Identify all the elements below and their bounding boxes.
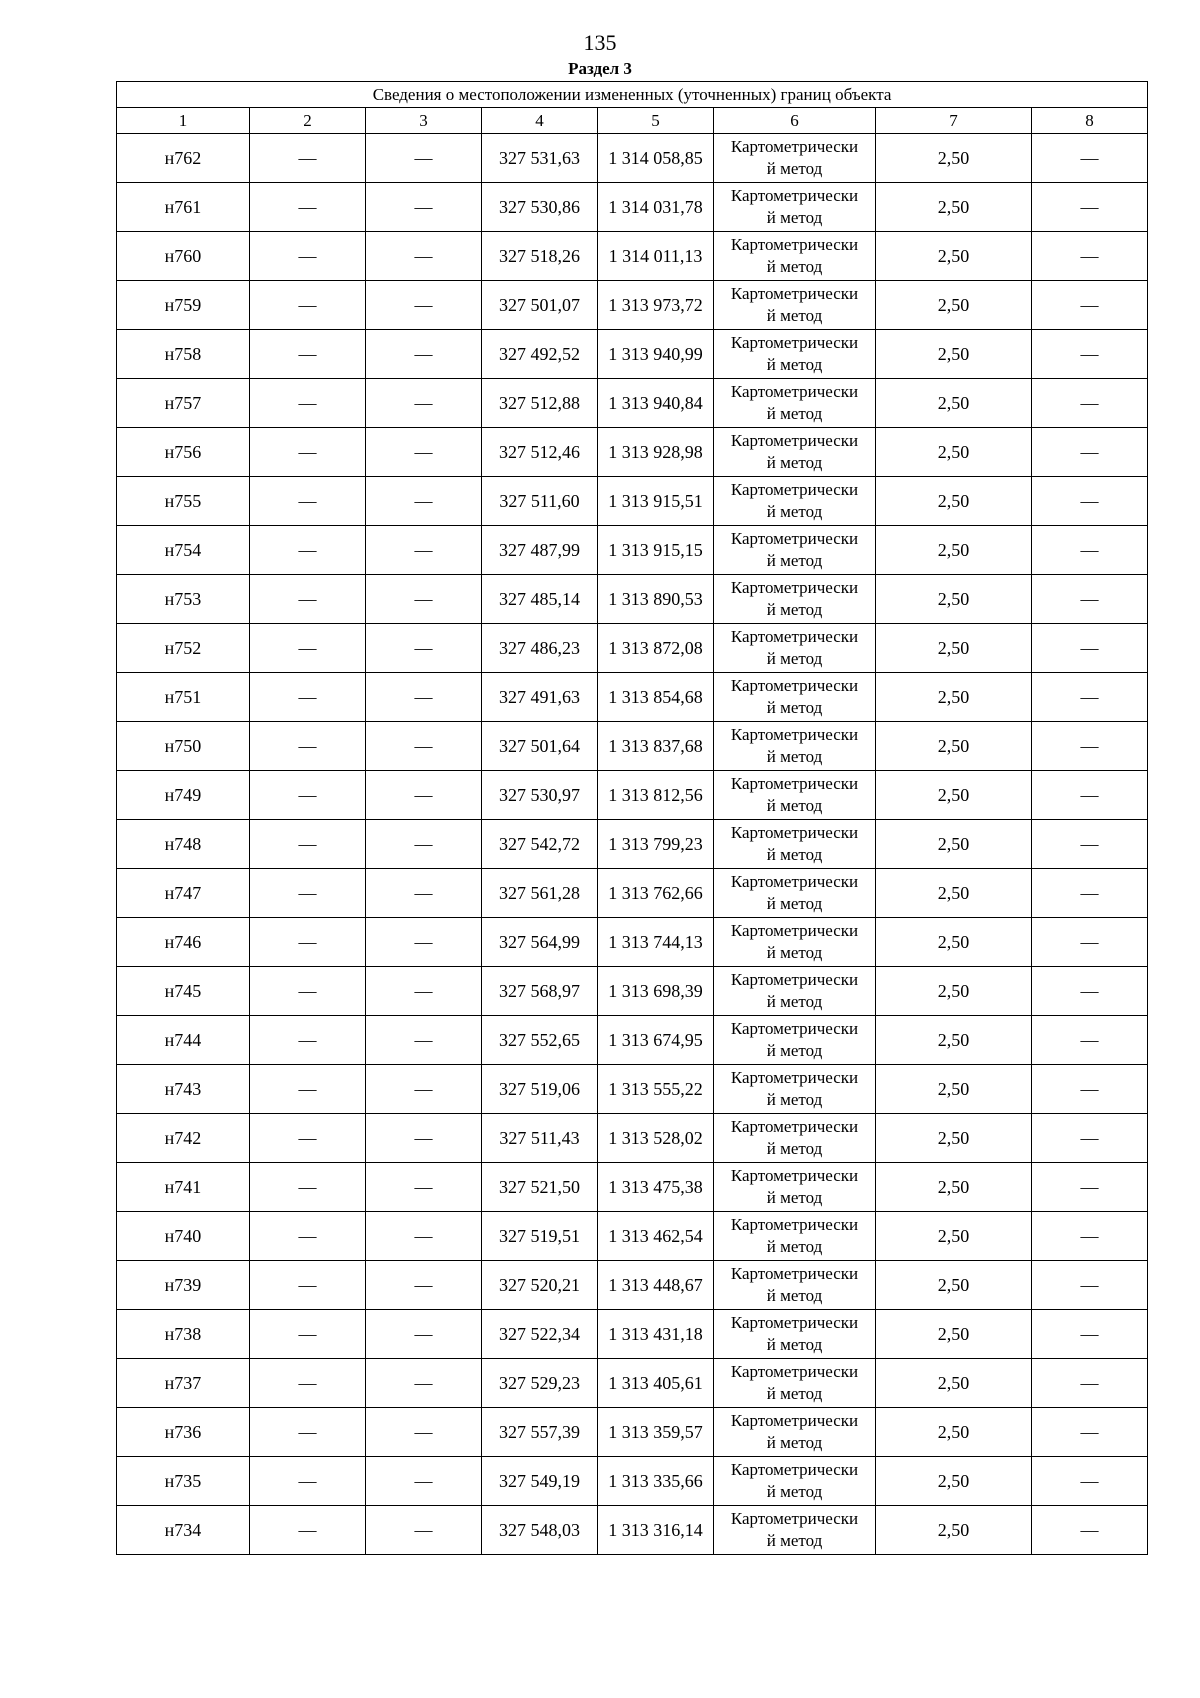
col2-cell: — [250,1310,366,1359]
accuracy-cell: 2,50 [876,1016,1032,1065]
accuracy-cell: 2,50 [876,1261,1032,1310]
accuracy-cell: 2,50 [876,428,1032,477]
x-coordinate-cell: 327 485,14 [482,575,598,624]
col3-cell: — [366,526,482,575]
col3-cell: — [366,183,482,232]
col2-cell: — [250,232,366,281]
x-coordinate-cell: 327 530,86 [482,183,598,232]
column-header: 3 [366,108,482,134]
col3-cell: — [366,134,482,183]
y-coordinate-cell: 1 313 448,67 [598,1261,714,1310]
column-header: 4 [482,108,598,134]
x-coordinate-cell: 327 530,97 [482,771,598,820]
y-coordinate-cell: 1 313 890,53 [598,575,714,624]
point-number-cell: н758 [117,330,250,379]
table-row [117,967,1148,1016]
method-cell: Картометрически й метод [714,1310,876,1359]
table-row [117,1163,1148,1212]
x-coordinate-cell: 327 491,63 [482,673,598,722]
col8-cell: — [1032,624,1148,673]
col2-cell: — [250,526,366,575]
y-coordinate-cell: 1 313 915,15 [598,526,714,575]
x-coordinate-cell: 327 564,99 [482,918,598,967]
col2-cell: — [250,673,366,722]
accuracy-cell: 2,50 [876,1114,1032,1163]
x-coordinate-cell: 327 492,52 [482,330,598,379]
col2-cell: — [250,1114,366,1163]
col2-cell: — [250,1457,366,1506]
col3-cell: — [366,820,482,869]
method-cell: Картометрически й метод [714,722,876,771]
point-number-cell: н756 [117,428,250,477]
table-row [117,1065,1148,1114]
col3-cell: — [366,428,482,477]
section-title: Раздел 3 [568,59,632,78]
accuracy-cell: 2,50 [876,820,1032,869]
x-coordinate-cell: 327 486,23 [482,624,598,673]
table-row [117,624,1148,673]
x-coordinate-cell: 327 531,63 [482,134,598,183]
col8-cell: — [1032,526,1148,575]
accuracy-cell: 2,50 [876,722,1032,771]
method-cell: Картометрически й метод [714,379,876,428]
accuracy-cell: 2,50 [876,1065,1032,1114]
y-coordinate-cell: 1 314 031,78 [598,183,714,232]
table-row [117,673,1148,722]
col2-cell: — [250,918,366,967]
method-cell: Картометрически й метод [714,1359,876,1408]
col8-cell: — [1032,1506,1148,1555]
col3-cell: — [366,575,482,624]
col2-cell: — [250,624,366,673]
col3-cell: — [366,1457,482,1506]
method-cell: Картометрически й метод [714,428,876,477]
table-row [117,428,1148,477]
col2-cell: — [250,477,366,526]
table-row [117,771,1148,820]
table-row [117,281,1148,330]
table-caption: Сведения о местоположении измененных (уточненных) границ объекта [117,82,1148,108]
col2-cell: — [250,379,366,428]
y-coordinate-cell: 1 313 698,39 [598,967,714,1016]
col8-cell: — [1032,477,1148,526]
point-number-cell: н759 [117,281,250,330]
col3-cell: — [366,1310,482,1359]
page-number: 135 [583,30,617,55]
col8-cell: — [1032,1065,1148,1114]
col3-cell: — [366,1261,482,1310]
col8-cell: — [1032,1016,1148,1065]
col8-cell: — [1032,232,1148,281]
col2-cell: — [250,967,366,1016]
accuracy-cell: 2,50 [876,330,1032,379]
col2-cell: — [250,869,366,918]
point-number-cell: н757 [117,379,250,428]
y-coordinate-cell: 1 313 812,56 [598,771,714,820]
col2-cell: — [250,1408,366,1457]
point-number-cell: н748 [117,820,250,869]
col2-cell: — [250,1359,366,1408]
y-coordinate-cell: 1 313 475,38 [598,1163,714,1212]
point-number-cell: н746 [117,918,250,967]
y-coordinate-cell: 1 313 405,61 [598,1359,714,1408]
y-coordinate-cell: 1 313 462,54 [598,1212,714,1261]
table-header-row [117,108,1148,134]
y-coordinate-cell: 1 313 854,68 [598,673,714,722]
col3-cell: — [366,1408,482,1457]
table-row [117,477,1148,526]
col3-cell: — [366,1065,482,1114]
col3-cell: — [366,281,482,330]
accuracy-cell: 2,50 [876,232,1032,281]
col3-cell: — [366,1212,482,1261]
col3-cell: — [366,1114,482,1163]
method-cell: Картометрически й метод [714,575,876,624]
x-coordinate-cell: 327 542,72 [482,820,598,869]
method-cell: Картометрически й метод [714,1065,876,1114]
point-number-cell: н753 [117,575,250,624]
method-cell: Картометрически й метод [714,1163,876,1212]
method-cell: Картометрически й метод [714,967,876,1016]
col8-cell: — [1032,575,1148,624]
col3-cell: — [366,624,482,673]
point-number-cell: н739 [117,1261,250,1310]
x-coordinate-cell: 327 519,51 [482,1212,598,1261]
col3-cell: — [366,673,482,722]
y-coordinate-cell: 1 313 837,68 [598,722,714,771]
table-row [117,1114,1148,1163]
point-number-cell: н744 [117,1016,250,1065]
x-coordinate-cell: 327 552,65 [482,1016,598,1065]
y-coordinate-cell: 1 313 359,57 [598,1408,714,1457]
method-cell: Картометрически й метод [714,477,876,526]
method-cell: Картометрически й метод [714,820,876,869]
accuracy-cell: 2,50 [876,1163,1032,1212]
accuracy-cell: 2,50 [876,183,1032,232]
x-coordinate-cell: 327 561,28 [482,869,598,918]
point-number-cell: н734 [117,1506,250,1555]
col8-cell: — [1032,869,1148,918]
column-header: 6 [714,108,876,134]
x-coordinate-cell: 327 512,46 [482,428,598,477]
col2-cell: — [250,330,366,379]
column-header: 5 [598,108,714,134]
y-coordinate-cell: 1 313 431,18 [598,1310,714,1359]
col2-cell: — [250,428,366,477]
col8-cell: — [1032,330,1148,379]
method-cell: Картометрически й метод [714,918,876,967]
col3-cell: — [366,722,482,771]
point-number-cell: н749 [117,771,250,820]
accuracy-cell: 2,50 [876,673,1032,722]
col3-cell: — [366,232,482,281]
table-caption-row [117,82,1148,108]
col2-cell: — [250,281,366,330]
method-cell: Картометрически й метод [714,1457,876,1506]
table-row [117,722,1148,771]
method-cell: Картометрически й метод [714,330,876,379]
col8-cell: — [1032,722,1148,771]
y-coordinate-cell: 1 313 762,66 [598,869,714,918]
table-row [117,232,1148,281]
col3-cell: — [366,771,482,820]
col3-cell: — [366,1016,482,1065]
accuracy-cell: 2,50 [876,1457,1032,1506]
y-coordinate-cell: 1 313 872,08 [598,624,714,673]
y-coordinate-cell: 1 313 316,14 [598,1506,714,1555]
method-cell: Картометрически й метод [714,1114,876,1163]
accuracy-cell: 2,50 [876,526,1032,575]
col2-cell: — [250,183,366,232]
table-row [117,1212,1148,1261]
table-row [117,869,1148,918]
y-coordinate-cell: 1 314 058,85 [598,134,714,183]
x-coordinate-cell: 327 511,43 [482,1114,598,1163]
x-coordinate-cell: 327 568,97 [482,967,598,1016]
col3-cell: — [366,918,482,967]
x-coordinate-cell: 327 501,64 [482,722,598,771]
accuracy-cell: 2,50 [876,1408,1032,1457]
accuracy-cell: 2,50 [876,575,1032,624]
x-coordinate-cell: 327 548,03 [482,1506,598,1555]
point-number-cell: н737 [117,1359,250,1408]
point-number-cell: н743 [117,1065,250,1114]
col8-cell: — [1032,281,1148,330]
col2-cell: — [250,820,366,869]
y-coordinate-cell: 1 313 940,99 [598,330,714,379]
col8-cell: — [1032,967,1148,1016]
accuracy-cell: 2,50 [876,477,1032,526]
method-cell: Картометрически й метод [714,771,876,820]
point-number-cell: н751 [117,673,250,722]
x-coordinate-cell: 327 520,21 [482,1261,598,1310]
point-number-cell: н741 [117,1163,250,1212]
method-cell: Картометрически й метод [714,1016,876,1065]
col3-cell: — [366,1359,482,1408]
col3-cell: — [366,1506,482,1555]
col8-cell: — [1032,1408,1148,1457]
x-coordinate-cell: 327 529,23 [482,1359,598,1408]
y-coordinate-cell: 1 313 555,22 [598,1065,714,1114]
col2-cell: — [250,771,366,820]
table-row [117,526,1148,575]
col3-cell: — [366,967,482,1016]
col3-cell: — [366,869,482,918]
x-coordinate-cell: 327 557,39 [482,1408,598,1457]
point-number-cell: н742 [117,1114,250,1163]
accuracy-cell: 2,50 [876,1310,1032,1359]
col8-cell: — [1032,1457,1148,1506]
point-number-cell: н747 [117,869,250,918]
table-row [117,1261,1148,1310]
method-cell: Картометрически й метод [714,673,876,722]
accuracy-cell: 2,50 [876,134,1032,183]
col2-cell: — [250,134,366,183]
y-coordinate-cell: 1 314 011,13 [598,232,714,281]
column-header: 2 [250,108,366,134]
accuracy-cell: 2,50 [876,624,1032,673]
table-row [117,1016,1148,1065]
y-coordinate-cell: 1 313 940,84 [598,379,714,428]
table-row [117,134,1148,183]
col8-cell: — [1032,134,1148,183]
table-row [117,1506,1148,1555]
col8-cell: — [1032,918,1148,967]
table-row [117,183,1148,232]
table-row [117,820,1148,869]
point-number-cell: н755 [117,477,250,526]
table-row [117,1310,1148,1359]
table-row [117,1408,1148,1457]
col8-cell: — [1032,1163,1148,1212]
col8-cell: — [1032,1261,1148,1310]
col8-cell: — [1032,183,1148,232]
table-row [117,1457,1148,1506]
point-number-cell: н750 [117,722,250,771]
point-number-cell: н762 [117,134,250,183]
accuracy-cell: 2,50 [876,771,1032,820]
accuracy-cell: 2,50 [876,1212,1032,1261]
x-coordinate-cell: 327 518,26 [482,232,598,281]
point-number-cell: н745 [117,967,250,1016]
method-cell: Картометрически й метод [714,134,876,183]
y-coordinate-cell: 1 313 744,13 [598,918,714,967]
col8-cell: — [1032,1310,1148,1359]
method-cell: Картометрически й метод [714,1212,876,1261]
x-coordinate-cell: 327 521,50 [482,1163,598,1212]
table-row [117,918,1148,967]
point-number-cell: н752 [117,624,250,673]
method-cell: Картометрически й метод [714,281,876,330]
table-row [117,330,1148,379]
col2-cell: — [250,1506,366,1555]
point-number-cell: н736 [117,1408,250,1457]
table-row [117,575,1148,624]
col2-cell: — [250,575,366,624]
accuracy-cell: 2,50 [876,918,1032,967]
col8-cell: — [1032,673,1148,722]
accuracy-cell: 2,50 [876,1359,1032,1408]
point-number-cell: н760 [117,232,250,281]
col2-cell: — [250,1065,366,1114]
accuracy-cell: 2,50 [876,869,1032,918]
col8-cell: — [1032,820,1148,869]
x-coordinate-cell: 327 487,99 [482,526,598,575]
method-cell: Картометрически й метод [714,232,876,281]
boundary-coordinates-table [116,81,1148,1555]
y-coordinate-cell: 1 313 335,66 [598,1457,714,1506]
method-cell: Картометрически й метод [714,526,876,575]
col2-cell: — [250,1261,366,1310]
col3-cell: — [366,379,482,428]
col8-cell: — [1032,379,1148,428]
col2-cell: — [250,1212,366,1261]
column-header: 8 [1032,108,1148,134]
method-cell: Картометрически й метод [714,183,876,232]
y-coordinate-cell: 1 313 973,72 [598,281,714,330]
y-coordinate-cell: 1 313 528,02 [598,1114,714,1163]
x-coordinate-cell: 327 512,88 [482,379,598,428]
col3-cell: — [366,477,482,526]
accuracy-cell: 2,50 [876,379,1032,428]
point-number-cell: н735 [117,1457,250,1506]
y-coordinate-cell: 1 313 928,98 [598,428,714,477]
point-number-cell: н754 [117,526,250,575]
col2-cell: — [250,722,366,771]
accuracy-cell: 2,50 [876,281,1032,330]
y-coordinate-cell: 1 313 915,51 [598,477,714,526]
method-cell: Картометрически й метод [714,1408,876,1457]
accuracy-cell: 2,50 [876,967,1032,1016]
col3-cell: — [366,1163,482,1212]
column-header: 1 [117,108,250,134]
x-coordinate-cell: 327 511,60 [482,477,598,526]
y-coordinate-cell: 1 313 674,95 [598,1016,714,1065]
method-cell: Картометрически й метод [714,1261,876,1310]
col8-cell: — [1032,1359,1148,1408]
y-coordinate-cell: 1 313 799,23 [598,820,714,869]
table-row [117,379,1148,428]
method-cell: Картометрически й метод [714,624,876,673]
method-cell: Картометрически й метод [714,1506,876,1555]
table-row [117,1359,1148,1408]
accuracy-cell: 2,50 [876,1506,1032,1555]
col8-cell: — [1032,428,1148,477]
col2-cell: — [250,1016,366,1065]
point-number-cell: н738 [117,1310,250,1359]
x-coordinate-cell: 327 522,34 [482,1310,598,1359]
method-cell: Картометрически й метод [714,869,876,918]
x-coordinate-cell: 327 549,19 [482,1457,598,1506]
col3-cell: — [366,330,482,379]
point-number-cell: н740 [117,1212,250,1261]
point-number-cell: н761 [117,183,250,232]
col8-cell: — [1032,771,1148,820]
col8-cell: — [1032,1212,1148,1261]
x-coordinate-cell: 327 501,07 [482,281,598,330]
x-coordinate-cell: 327 519,06 [482,1065,598,1114]
col8-cell: — [1032,1114,1148,1163]
col2-cell: — [250,1163,366,1212]
table-body [117,134,1148,1555]
column-header: 7 [876,108,1032,134]
